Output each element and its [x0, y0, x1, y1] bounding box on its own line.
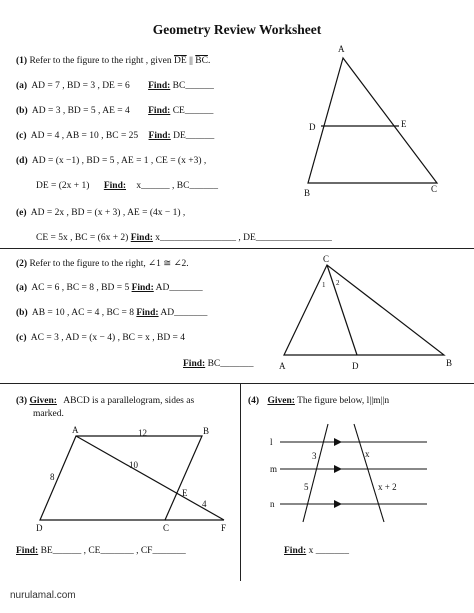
divider-vertical [240, 383, 241, 581]
item-given: AD = 4 , AB = 10 , BC = 25 [30, 131, 139, 141]
segment-bc: $\overline{BC}$ [195, 56, 208, 66]
problem-3-find [16, 546, 186, 556]
given-text: The figure below, l||m||n [297, 396, 390, 406]
problem-1e-line2 [36, 233, 332, 243]
problem-2-header [16, 258, 189, 269]
item-given: AC = 3 , AD = (x − 4) , BC = x , BD = 4 [30, 333, 186, 343]
item-given: CE = 5x , BC = (6x + 2) [36, 233, 129, 243]
vertex-c: C [323, 254, 330, 264]
vertex-e: E [401, 119, 407, 129]
item-given: AD = 7 , BD = 3 , DE = 6 [31, 81, 130, 91]
problem-3-given [16, 396, 194, 406]
given-label: Given: [29, 396, 57, 406]
figure-3-parallelogram [28, 424, 238, 536]
vertex-b: B [446, 358, 453, 368]
item-label: (b) [16, 106, 28, 116]
problem-3-number: (3) [16, 396, 28, 406]
find-blank: CE______ [172, 106, 214, 116]
segment-3-label: 3 [312, 451, 317, 461]
segment-ae-length: 10 [129, 460, 138, 470]
problem-1b [16, 106, 213, 116]
segment-x-plus-2-label: x + 2 [378, 482, 397, 492]
problem-1d [16, 156, 206, 166]
find-blank: x________________ , DE________________ [155, 233, 332, 243]
find-label: Find: [148, 131, 171, 141]
vertex-f: F [221, 523, 227, 533]
item-label: (c) [16, 131, 27, 141]
side-ad-length: 8 [50, 472, 55, 482]
item-given: AD = 2x , BD = (x + 3) , AE = (4x − 1) , [30, 208, 186, 218]
find-label: Find: [16, 546, 39, 556]
vertex-d: D [352, 361, 359, 371]
item-label: (e) [16, 208, 27, 218]
item-label: (a) [16, 283, 28, 293]
problem-1c [16, 131, 214, 141]
find-blank: BC_______ [207, 359, 254, 369]
footer-watermark: nurulamal.com [10, 590, 76, 601]
segment-5-label: 5 [304, 482, 309, 492]
segment-ef-length: 4 [202, 499, 207, 509]
find-label: Find: [148, 106, 171, 116]
find-label: Find: [131, 283, 154, 293]
item-given: AD = 3 , BD = 5 , AE = 4 [31, 106, 130, 116]
problem-2-text: Refer to the figure to the right, ∠1 ≅ ∠2. [29, 259, 189, 269]
find-label: Find: [103, 181, 127, 191]
find-blank: BC______ [172, 81, 214, 91]
problem-4-given [248, 396, 389, 406]
item-label: (c) [16, 333, 27, 343]
vertex-b: B [203, 426, 210, 436]
problem-4-find [284, 546, 349, 556]
divider-2 [0, 383, 474, 384]
figure-4-parallel-lines [262, 418, 462, 528]
find-blank: BE______ , CE_______ , CF_______ [40, 546, 186, 556]
problem-1e [16, 208, 185, 218]
vertex-c: C [163, 523, 170, 533]
vertex-a: A [279, 361, 286, 371]
given-text-line2: marked. [33, 409, 64, 419]
line-l-label: l [270, 437, 273, 447]
segment-x-label: x [365, 449, 370, 459]
item-label: (d) [16, 156, 28, 166]
problem-1-header [16, 56, 210, 66]
figure-2-triangle [272, 250, 462, 375]
find-label: Find: [284, 546, 307, 556]
find-blank: x _______ [308, 546, 349, 556]
problem-2a [16, 283, 203, 293]
segment-de: $\overline{DE}$ [174, 56, 187, 66]
side-ab-length: 12 [138, 428, 147, 438]
problem-2c-find [183, 359, 254, 369]
page-title: Geometry Review Worksheet [152, 22, 322, 37]
find-label: Find: [148, 81, 171, 91]
item-given: AB = 10 , AC = 4 , BC = 8 [31, 308, 134, 318]
angle-1-label: 1 [322, 281, 326, 289]
figure-1-triangle [296, 40, 456, 200]
find-blank: DE______ [173, 131, 215, 141]
parallel-symbol: || [189, 56, 193, 66]
angle-2-label: 2 [336, 279, 340, 287]
problem-1-number: (1) [16, 56, 28, 66]
find-label: Find: [130, 233, 153, 243]
divider-1 [0, 248, 474, 249]
item-label: (a) [16, 81, 28, 91]
vertex-a: A [338, 44, 345, 54]
vertex-a: A [72, 425, 79, 435]
item-given: AD = (x −1) , BD = 5 , AE = 1 , CE = (x +3) , [31, 156, 207, 166]
line-m-label: m [270, 464, 278, 474]
vertex-c: C [431, 184, 438, 194]
find-blank: AD_______ [155, 283, 203, 293]
vertex-b: B [304, 188, 311, 198]
item-given: DE = (2x + 1) [36, 181, 90, 191]
find-blank: AD_______ [160, 308, 208, 318]
problem-1d-line2 [36, 181, 218, 191]
problem-4-number: (4) [248, 396, 260, 406]
problem-2c [16, 333, 185, 343]
problem-1a [16, 81, 214, 91]
problem-2-number: (2) [16, 259, 28, 269]
vertex-e: E [182, 488, 188, 498]
problem-2b [16, 308, 207, 318]
line-n-label: n [270, 499, 275, 509]
item-label: (b) [16, 308, 28, 318]
vertex-d: D [309, 122, 316, 132]
problem-1-text: Refer to the figure to the right , given [29, 56, 172, 66]
vertex-d: D [36, 523, 43, 533]
given-label: Given: [267, 396, 295, 406]
period: . [207, 56, 211, 66]
given-text: ABCD is a parallelogram, sides as [63, 396, 195, 406]
find-label: Find: [183, 359, 206, 369]
find-label: Find: [136, 308, 159, 318]
item-given: AC = 6 , BC = 8 , BD = 5 [31, 283, 130, 293]
find-blank: x______ , BC______ [136, 181, 218, 191]
